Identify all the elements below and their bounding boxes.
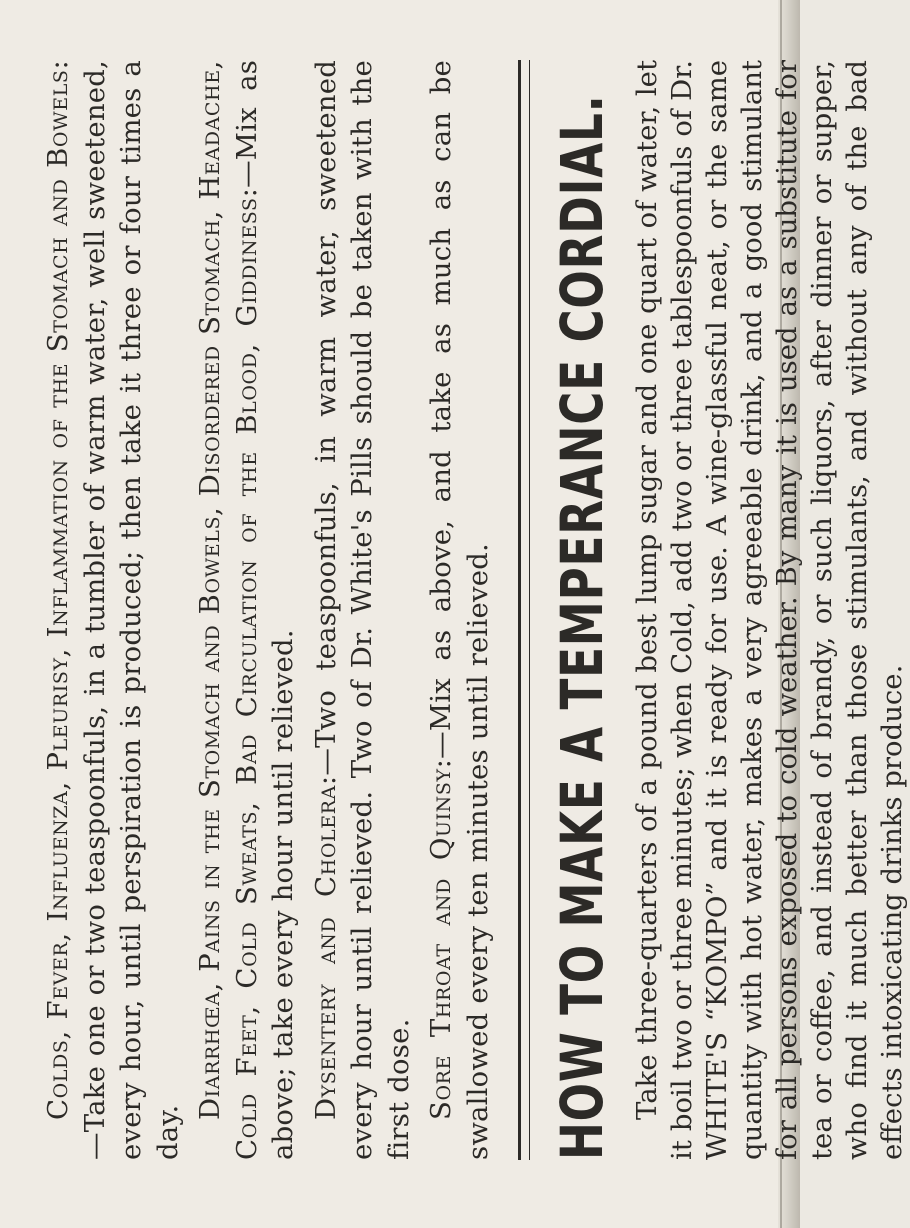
cordial-heading: HOW TO MAKE A TEMPERANCE CORDIAL.: [548, 94, 616, 1160]
remedy-lead: Dysentery and Cholera: [309, 785, 342, 1120]
remedy-lead: Colds, Fever, Influenza, Pleurisy, Inflammation of the Stomach and Bowels: [42, 69, 74, 1120]
section-divider: [518, 60, 530, 1160]
cordial-paragraph: Take three-quarters of a pound best lump sugar and one quart of water, let it boil two or three minutes; when Cold, add two or three tablespoonfuls of Dr. WHITE'S “KOMPO” and it is ready for use. A wine-glassful neat, or the same quantity with hot water, makes a very agreeable drink, and a good stimulant for all persons exposed to cold weather. By many it is used as a substitute for tea or coffee, and instead of brandy, or such liquors, after dinner or supper, who find it much better than those stimulants, and without any of the bad effects intoxicating drinks produce.: [631, 60, 908, 1160]
rotated-text-block: [40, 59, 908, 1160]
remedy-text: :—Take one or two teaspoonfuls, in a tumbler of warm water, well sweetened, every hour, until perspiration is produced; then take it three or four times a day.: [42, 60, 184, 1160]
remedy-paragraph: [308, 60, 418, 1160]
remedies-section: [40, 60, 496, 1160]
remedy-paragraph: [40, 60, 186, 1160]
remedy-text: :—Two teaspoonfuls, in warm water, sweetened every hour until relieved. Two of Dr. White's Pills should be taken with the first dose.: [309, 60, 415, 1160]
remedy-paragraph: [192, 60, 302, 1160]
remedy-text: :—Mix as above; take every hour until relieved.: [230, 59, 299, 1160]
remedy-text: :—Mix as above, and take as much as can be swallowed every ten minutes until relieved.: [425, 60, 494, 1160]
remedy-paragraph: [423, 60, 496, 1160]
remedy-lead: Sore Throat and Quinsy: [425, 768, 457, 1120]
remedy-lead: Diarrhœa, Pains in the Stomach and Bowels, Disordered Stomach, Headache, Cold Feet, Cold Sweats, Bad Circulation of the Blood, Giddiness: [194, 60, 263, 1160]
